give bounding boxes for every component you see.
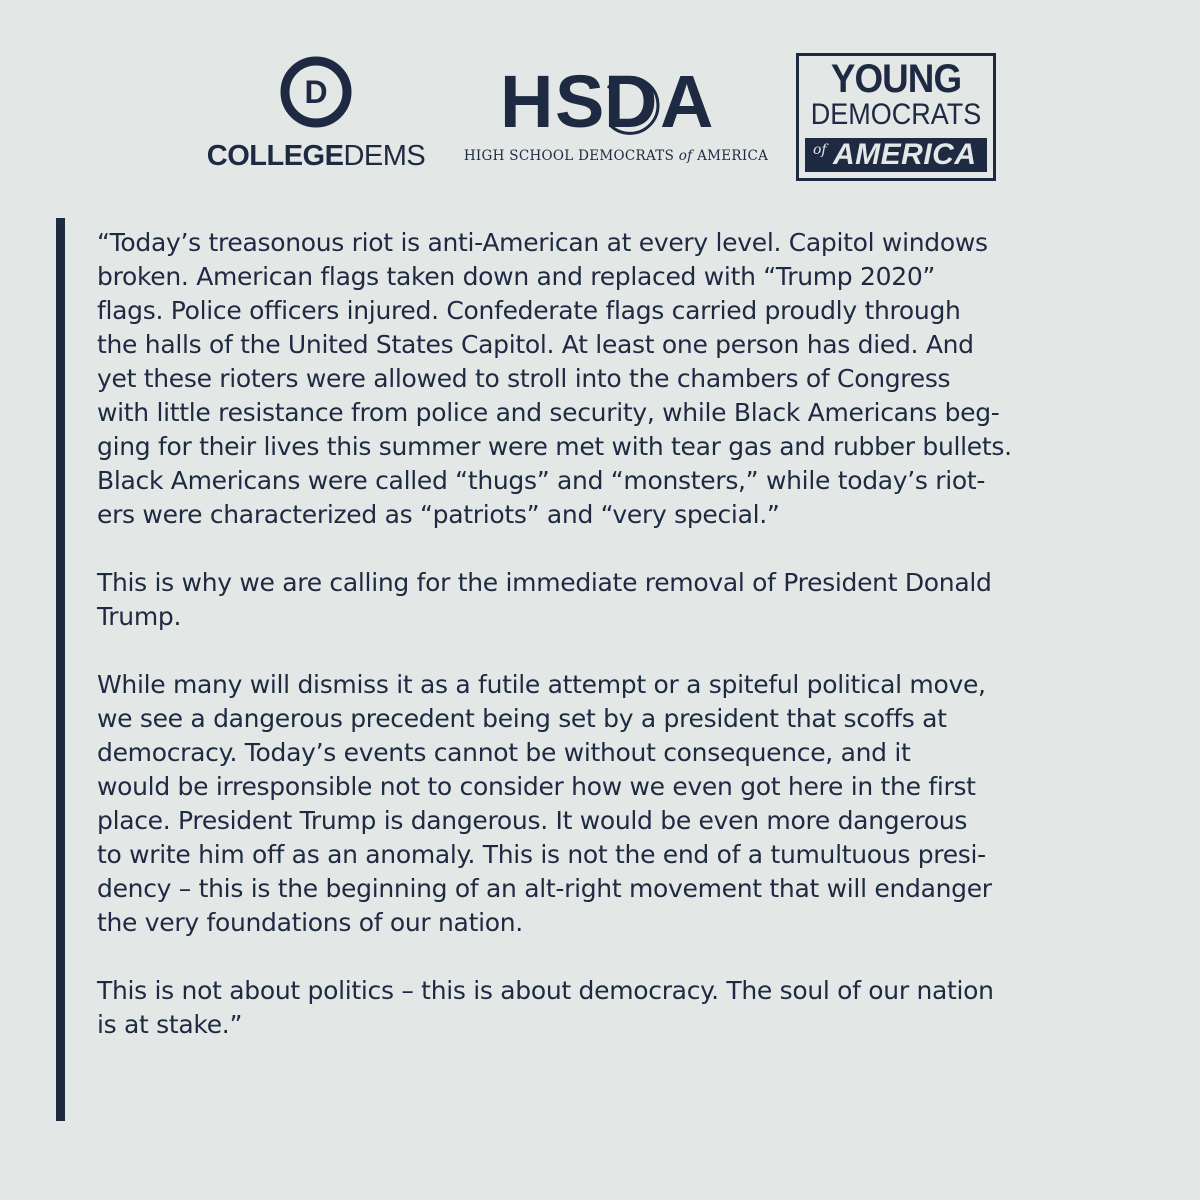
college-dems-word-bold: COLLEGE: [206, 140, 344, 172]
statement-line: broken. American flags taken down and replaced with “Trump 2020”: [97, 262, 936, 291]
yda-line-america: AMERICA: [833, 138, 977, 171]
hsda-logo: [456, 62, 776, 182]
hsda-letter-s: S: [555, 60, 605, 143]
yda-line-young: YOUNG: [830, 57, 962, 101]
yda-line-democrats: DEMOCRATS: [810, 98, 982, 131]
statement-line: This is not about politics – this is about democracy. The soul of our nation: [97, 976, 994, 1005]
hsda-subtitle-post: AMERICA: [697, 148, 769, 164]
statement-line: yet these rioters were allowed to stroll into the chambers of Congress: [97, 364, 951, 393]
statement-paragraph-4: [97, 974, 1159, 1042]
hsda-subtitle-of: of: [678, 148, 693, 164]
hsda-letter-h: H: [500, 60, 554, 143]
quote-rule: [56, 218, 65, 1121]
statement-line: This is why we are calling for the immediate removal of President Donald: [97, 568, 992, 597]
college-dems-logo: [196, 56, 436, 176]
statement-line: would be irresponsible not to consider how we even got here in the first: [97, 772, 976, 801]
hsda-letter-d: D: [604, 60, 658, 143]
hsda-ring-icon: [596, 70, 666, 140]
college-dems-monogram: [280, 56, 352, 128]
college-dems-word-light: DEMS: [343, 140, 426, 172]
statement-line: While many will dismiss it as a futile attempt or a spiteful political move,: [97, 670, 986, 699]
statement-paragraph-2: [97, 566, 1159, 634]
hsda-subtitle: [456, 148, 776, 164]
young-democrats-logo: [796, 53, 996, 181]
hsda-letter-a: A: [660, 60, 714, 143]
statement-line: we see a dangerous precedent being set by a president that scoffs at: [97, 704, 947, 733]
hsda-wordmark: [456, 62, 776, 142]
statement-line: place. President Trump is dangerous. It would be even more dangerous: [97, 806, 968, 835]
statement-line: to write him off as an anomaly. This is not the end of a tumultuous presi-: [97, 840, 986, 869]
statement-paragraph-1: [97, 226, 1159, 532]
logo-strip: [0, 40, 1200, 190]
statement-line: dency – this is the beginning of an alt-right movement that will endanger: [97, 874, 992, 903]
college-dems-monogram-letter: D: [304, 74, 328, 110]
statement-line: the halls of the United States Capitol. At least one person has died. And: [97, 330, 974, 359]
yda-of: of: [813, 142, 827, 158]
statement-paragraph-3: [97, 668, 1159, 940]
statement-line: Trump.: [97, 602, 182, 631]
statement-line: “Today’s treasonous riot is anti-American at every level. Capitol windows: [97, 228, 988, 257]
college-dems-wordmark: [196, 140, 436, 173]
statement-line: ers were characterized as “patriots” and “very special.”: [97, 500, 780, 529]
statement-line: flags. Police officers injured. Confederate flags carried proudly through: [97, 296, 961, 325]
statement-body: [97, 226, 1159, 1076]
yda-america-band: [805, 138, 987, 172]
statement-line: is at stake.”: [97, 1010, 243, 1039]
statement-line: the very foundations of our nation.: [97, 908, 523, 937]
hsda-subtitle-pre: HIGH SCHOOL DEMOCRATS: [463, 148, 675, 164]
statement-line: with little resistance from police and security, while Black Americans beg-: [97, 398, 1000, 427]
statement-line: democracy. Today’s events cannot be without consequence, and it: [97, 738, 911, 767]
statement-line: ging for their lives this summer were met with tear gas and rubber bullets.: [97, 432, 1012, 461]
statement-line: Black Americans were called “thugs” and “monsters,” while today’s riot-: [97, 466, 986, 495]
